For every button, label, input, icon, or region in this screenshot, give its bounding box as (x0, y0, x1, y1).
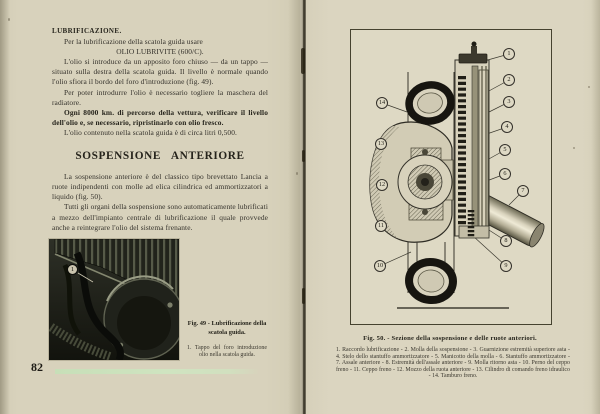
footer-green-rule (55, 369, 260, 374)
figure-49-photo (49, 239, 179, 360)
fold-ink-mark (302, 150, 305, 162)
fig50-callout-4: 4 (501, 121, 513, 133)
page-number: 82 (31, 360, 43, 374)
figure-49-caption: Fig. 49 - Lubrificazione della scatola guida. (187, 320, 267, 336)
paragraph-capacity: L'olio contenuto nella scatola guida è di circa litri 0,500. (64, 127, 237, 137)
fig50-callout-8: 8 (500, 235, 512, 247)
paragraph-mask: Per poter introdurre l'olio è necessario togliere la maschera del radiatore. (52, 87, 268, 107)
paragraph-interval-bold: Ogni 8000 km. di percorso della vettura, verificare il livello dell'olio e, se necessario, ripristinarlo con olio fresco. (52, 107, 268, 127)
fig50-callout-11: 11 (375, 220, 387, 232)
figure-50-plate (350, 29, 552, 325)
fig50-callout-13: 13 (375, 138, 387, 150)
fig50-callout-12: 12 (376, 179, 388, 191)
fig50-callout-7: 7 (517, 185, 529, 197)
figure-49-legend: 1. Tappo del foro introduzione olio nella scatola guida. (187, 345, 267, 358)
scan-speck (573, 147, 575, 149)
fold-ink-mark (301, 48, 305, 74)
suspension-section-drawing (351, 30, 551, 324)
fig50-callout-1: 1 (503, 48, 515, 60)
page-right (306, 0, 600, 414)
paragraph-suspension-2: Tutti gli organi della sospensione sono automaticamente lubrificati a mezzo dell'impianto centrale di lubrificazione il quale provvede anche a reintegrare l'olio del sistema frenante. (52, 202, 268, 232)
figure-50-legend: 1. Raccordo lubrificazione - 2. Molla della sospensione - 3. Guarnizione estremità superiore asta - 4. Stelo dello stantuffo ammortizzatore - 5. Manicotto della molla - 6. Stantuffo ammortizzatore - 7. Assale anteriore - 8. Estremità dell'assale anteriore - 9. Molla ritorno asta - 10. Perno del ceppo freno - 11. Ceppo freno - 12. Mozzo della ruota anteriore - 13. Cilindro di comando freno idraulico - 14. Tamburo freno. (336, 347, 570, 380)
fig50-callout-3: 3 (503, 96, 515, 108)
scan-right-edge-shadow (591, 0, 600, 414)
paragraph-oil-fill: L'olio si introduce da un apposito foro chiuso — da un tappo — situato sulla destra della scatola guida. Il livello è normale quando l'olio sfiora il bordo del foro d'introduzione (fig. 49). (52, 57, 268, 87)
fig50-callout-14: 14 (376, 97, 388, 109)
fold-ink-mark (302, 288, 305, 304)
figure-50-caption: Fig. 50. - Sezione della sospensione e delle ruote anteriori. (363, 335, 537, 342)
fig50-callout-5: 5 (499, 144, 511, 156)
figure-49-photo-callout-1: 1 (67, 264, 78, 275)
scan-speck (8, 18, 10, 21)
oil-spec-line: OLIO LUBRIVITE (600/C). (116, 47, 204, 57)
paragraph-suspension-1: La sospensione anteriore è del classico tipo brevettato Lancia a ruote indipendenti con molle ad elica cilindrica ed ammortizzatori a liquido (fig. 50). (52, 172, 268, 202)
scan-speck (588, 86, 590, 88)
fig50-callout-9: 9 (500, 260, 512, 272)
fig50-callout-10: 10 (374, 260, 386, 272)
paragraph-intro: Per la lubrificazione della scatola guida usare (64, 37, 203, 47)
section-title-sospensione: SOSPENSIONE ANTERIORE (75, 150, 245, 163)
fig50-callout-2: 2 (503, 74, 515, 86)
scan-speck (296, 172, 298, 175)
scan-left-edge-shadow (0, 0, 10, 414)
kicker-lubrificazione: LUBRIFICAZIONE. (52, 27, 122, 35)
left-text-column (52, 26, 268, 233)
engine-bay-photo-art (49, 239, 179, 360)
fig50-callout-6: 6 (499, 168, 511, 180)
